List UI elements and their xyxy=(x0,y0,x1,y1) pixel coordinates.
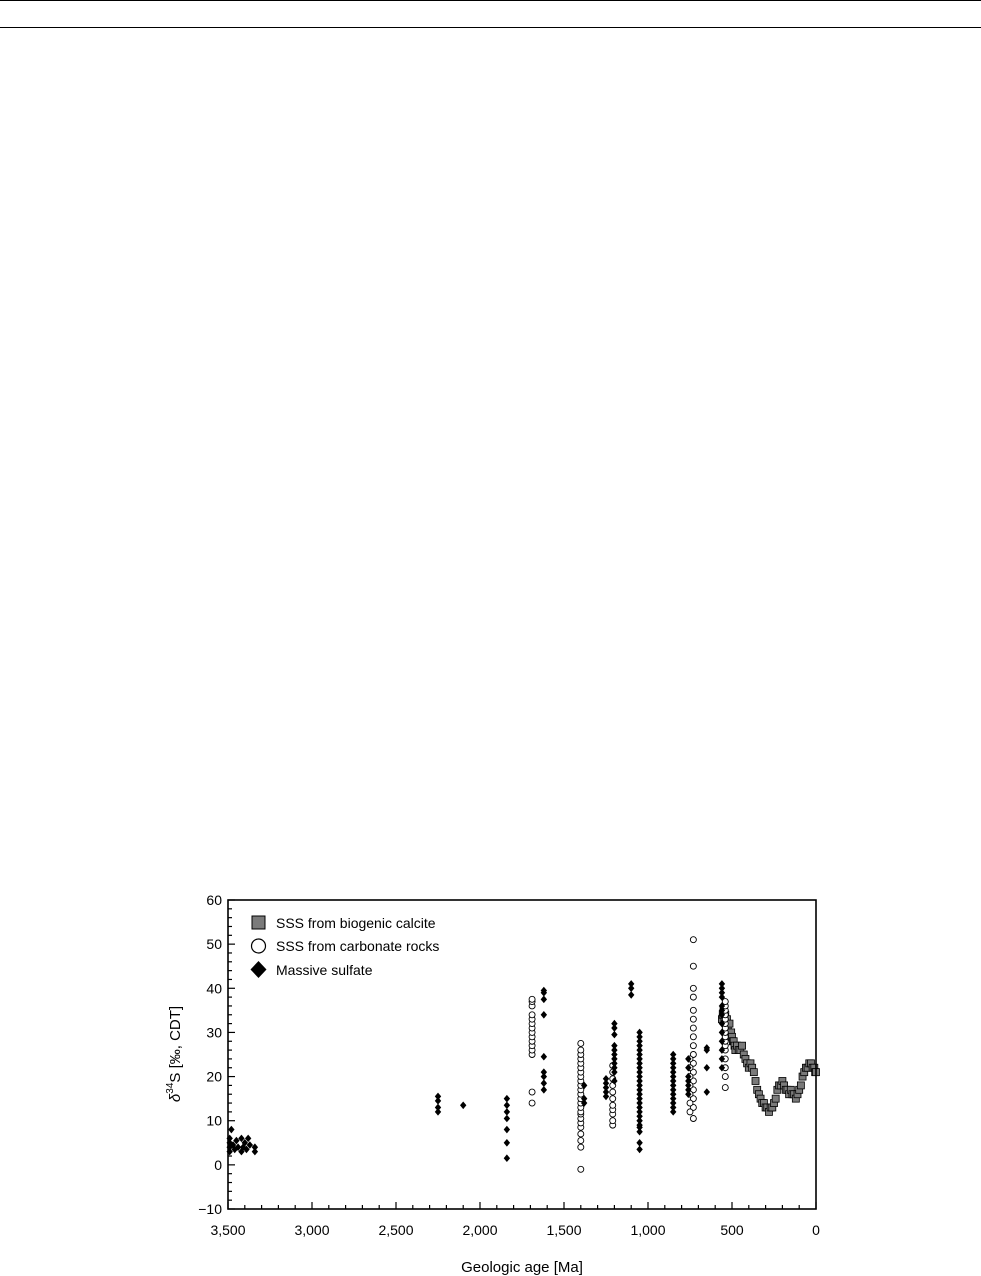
biogenic-calcite-point xyxy=(739,1042,746,1049)
biogenic-calcite-point xyxy=(772,1095,779,1102)
x-tick-label: 2,000 xyxy=(462,1222,498,1238)
legend-label-carbonate-rocks: SSS from carbonate rocks xyxy=(276,938,440,954)
carbonate-rock-point xyxy=(578,1166,584,1172)
biogenic-calcite-point xyxy=(752,1077,759,1084)
massive-sulfate-point xyxy=(504,1126,510,1134)
massive-sulfate-point xyxy=(541,1068,547,1076)
massive-sulfate-point xyxy=(504,1154,510,1162)
x-axis-title: Geologic age [Ma] xyxy=(461,1259,583,1276)
carbonate-rock-point xyxy=(690,963,696,969)
carbonate-rock-point xyxy=(578,1047,584,1053)
massive-sulfate-point xyxy=(541,1086,547,1094)
carbonate-rock-point xyxy=(529,1012,535,1018)
carbonate-rock-point xyxy=(578,1144,584,1150)
massive-sulfate-point xyxy=(504,1108,510,1116)
massive-sulfate-point xyxy=(704,1088,710,1096)
massive-sulfate-point xyxy=(628,980,634,988)
carbonate-rock-point xyxy=(610,1096,616,1102)
massive-sulfate-point xyxy=(670,1051,676,1059)
legend-swatch-massive-sulfate xyxy=(251,961,267,978)
y-tick-label: 10 xyxy=(206,1112,222,1129)
carbonate-rock-point xyxy=(690,994,696,1000)
legend xyxy=(251,915,440,978)
x-tick-label: 1,500 xyxy=(546,1222,582,1238)
massive-sulfate-point xyxy=(704,1064,710,1072)
x-tick-label: 2,500 xyxy=(378,1222,414,1238)
massive-sulfate-point xyxy=(719,980,725,988)
x-tick-label: 1,000 xyxy=(630,1222,666,1238)
massive-sulfate-point xyxy=(541,996,547,1004)
legend-swatch-carbonate-rocks xyxy=(252,939,266,953)
y-axis-title-symbol: δ xyxy=(167,1093,184,1103)
y-tick-label: 60 xyxy=(206,892,222,908)
x-tick-label: 3,000 xyxy=(294,1222,330,1238)
carbonate-rock-point xyxy=(687,1100,693,1106)
carbonate-rock-point xyxy=(578,1138,584,1144)
y-tick-label: −10 xyxy=(198,1201,222,1217)
carbonate-rock-point xyxy=(722,1085,728,1091)
carbonate-rock-point xyxy=(690,1116,696,1122)
carbonate-rock-point xyxy=(687,1109,693,1115)
massive-sulfate-point xyxy=(611,1031,617,1039)
carbonate-rock-point xyxy=(722,999,728,1005)
y-axis-title-unit: S [‰, CDT] xyxy=(167,1005,184,1083)
carbonate-rock-point xyxy=(578,1131,584,1137)
massive-sulfate-point xyxy=(628,991,634,999)
legend-label-biogenic-calcite: SSS from biogenic calcite xyxy=(276,915,436,931)
legend-swatch-biogenic-calcite xyxy=(252,916,265,929)
carbonate-rock-point xyxy=(690,1043,696,1049)
x-tick-label: 3,500 xyxy=(210,1222,246,1238)
carbonate-rock-point xyxy=(690,1007,696,1013)
biogenic-calcite-point xyxy=(750,1069,757,1076)
carbonate-rock-point xyxy=(722,1074,728,1080)
massive-sulfate-point xyxy=(541,1011,547,1019)
massive-sulfate-point xyxy=(636,1029,642,1037)
massive-sulfate-point xyxy=(611,1020,617,1028)
massive-sulfate-point xyxy=(435,1093,441,1101)
carbonate-rock-point xyxy=(529,1100,535,1106)
carbonate-rock-point xyxy=(690,985,696,991)
massive-sulfate-point xyxy=(611,1042,617,1050)
massive-sulfate-point xyxy=(541,1053,547,1061)
carbonate-rock-point xyxy=(610,1102,616,1108)
y-tick-label: 50 xyxy=(206,936,222,953)
carbonate-rock-point xyxy=(529,1089,535,1095)
carbonate-rock-point xyxy=(690,937,696,943)
legend-label-massive-sulfate: Massive sulfate xyxy=(276,962,373,978)
massive-sulfate-point xyxy=(636,1146,642,1154)
y-axis-title-superscript: 34 xyxy=(165,1082,176,1094)
massive-sulfate-point xyxy=(435,1104,441,1112)
carbonate-rock-point xyxy=(690,1016,696,1022)
massive-sulfate-point xyxy=(504,1101,510,1109)
massive-sulfate-point xyxy=(460,1101,466,1109)
massive-sulfate-point xyxy=(603,1075,609,1083)
y-tick-label: 40 xyxy=(206,980,222,997)
x-tick-label: 0 xyxy=(812,1222,820,1238)
massive-sulfate-point xyxy=(504,1115,510,1123)
x-tick-label: 500 xyxy=(720,1222,744,1238)
carbonate-rock-point xyxy=(610,1118,616,1124)
carbonate-rock-point xyxy=(610,1089,616,1095)
y-tick-label: 20 xyxy=(206,1068,222,1085)
y-tick-label: 0 xyxy=(214,1156,222,1173)
carbonate-rock-point xyxy=(529,996,535,1002)
massive-sulfate-point xyxy=(504,1139,510,1147)
y-axis-title xyxy=(165,1006,184,1102)
massive-sulfate-point xyxy=(636,1139,642,1147)
carbonate-rock-point xyxy=(690,1025,696,1031)
massive-sulfate-point xyxy=(504,1095,510,1103)
massive-sulfate-point xyxy=(541,1079,547,1087)
y-tick-label: 30 xyxy=(206,1024,222,1041)
carbonate-rock-point xyxy=(578,1040,584,1046)
carbonate-rock-point xyxy=(690,1034,696,1040)
biogenic-calcite-point xyxy=(797,1082,804,1089)
